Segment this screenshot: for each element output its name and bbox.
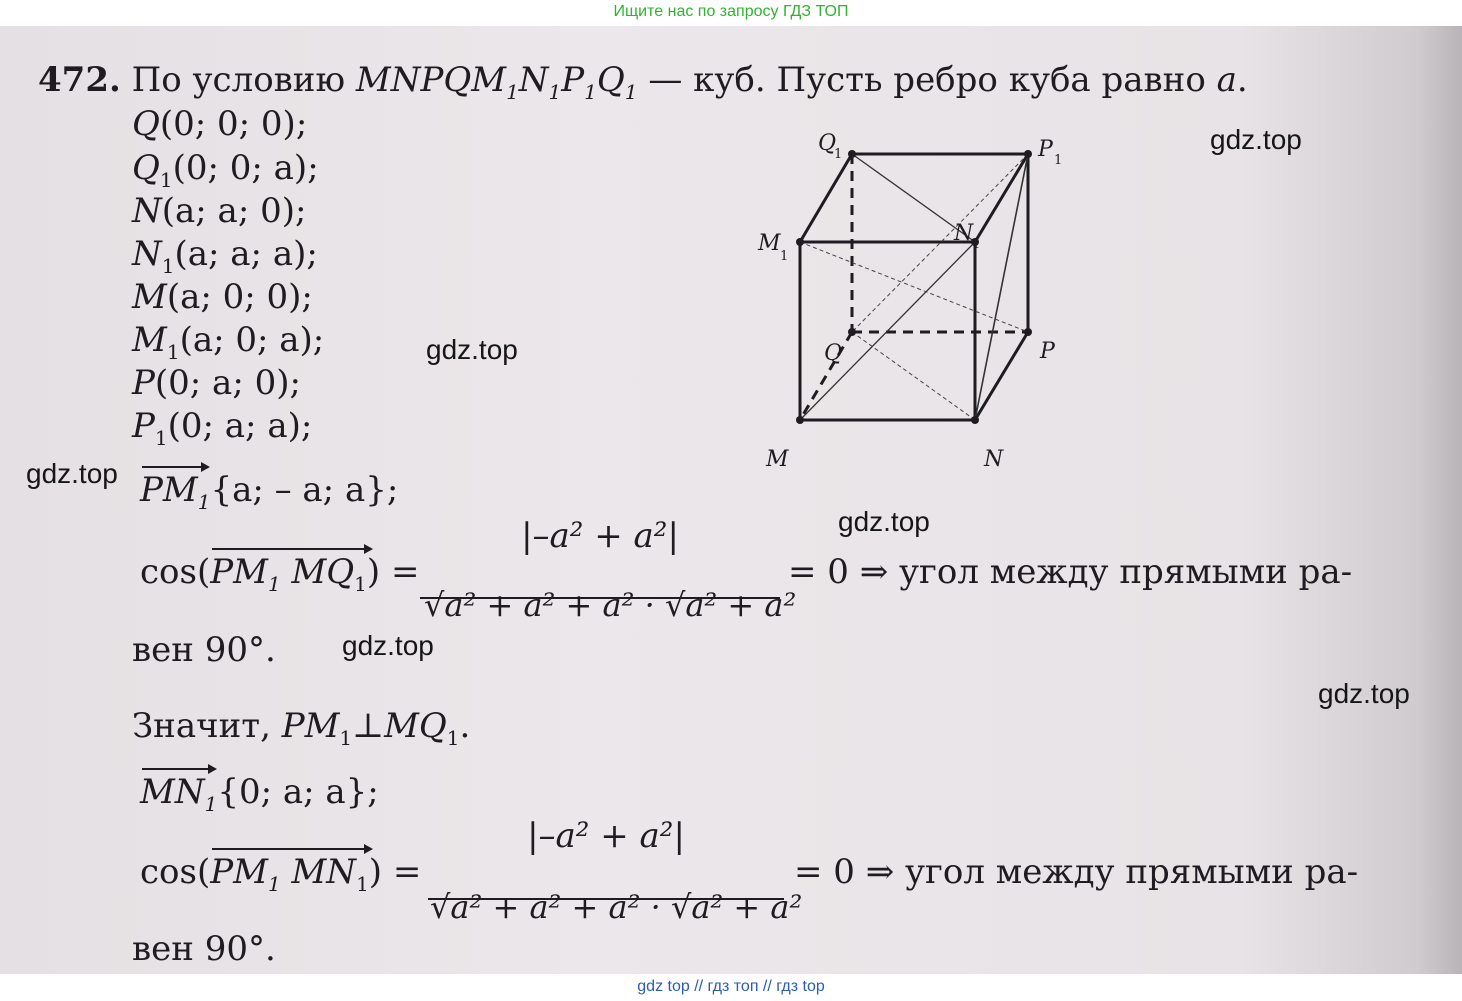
vector-pm1: $PM_1\{a$; – a; a};: [140, 470, 398, 522]
coord-m1: $M_1(a$; 0; a);: [132, 320, 325, 364]
label-q1: Q: [818, 131, 837, 156]
watermark-3: gdz.top: [26, 458, 118, 489]
watermark-6: gdz.top: [1318, 678, 1410, 709]
vector-mn1: $MN_1\{0$; a; a};: [140, 772, 379, 824]
label-m1: M: [758, 231, 781, 256]
label-n1: N: [954, 221, 974, 246]
therefore-statement: Значит, $PM_1\perp MQ_1$.: [132, 706, 471, 750]
cube-name: $MNPQM_1N_1P_1Q_1$: [355, 60, 638, 104]
top-banner[interactable]: Ищите нас по запросу ГДЗ ТОП: [613, 3, 849, 20]
watermark-1: gdz.top: [1210, 124, 1302, 155]
coord-n1: $N_1(a$; a; a);: [132, 234, 318, 278]
coord-m: M(a; 0; 0);: [132, 277, 313, 317]
problem-number: 472.: [38, 60, 121, 100]
label-q: Q: [824, 341, 843, 366]
watermark-5: gdz.top: [342, 630, 434, 661]
svg-text:1: 1: [1054, 153, 1063, 168]
label-p1: P: [1038, 137, 1053, 162]
cos-1-numerator: |–a² + a²|: [521, 516, 679, 556]
intro-text: По условию: [131, 60, 346, 100]
edge-variable: a: [1216, 60, 1237, 100]
label-m: M: [766, 447, 789, 472]
svg-text:1: 1: [972, 237, 981, 252]
cos-1-conclusion-tail: вен 90°.: [132, 630, 276, 670]
watermark-4: gdz.top: [838, 506, 930, 537]
label-n: N: [984, 447, 1004, 472]
cos-2-denominator: √a² + a² + a² · √a² + a²: [430, 888, 803, 926]
coord-n: N(a; a; 0);: [132, 191, 307, 231]
intro-tail: — куб. Пусть ребро куба равно: [648, 60, 1206, 100]
coord-q: Q(0; 0; 0);: [132, 104, 308, 144]
svg-text:1: 1: [780, 249, 789, 264]
cos-2-numerator: |–a² + a²|: [527, 816, 685, 856]
label-p: P: [1040, 339, 1055, 364]
cube-figure: [740, 126, 1070, 472]
scanned-page: [0, 26, 1462, 974]
coord-p: P(0; a; 0);: [132, 363, 301, 403]
cos-1-result: = 0 ⇒ угол между прямыми ра-: [788, 552, 1353, 592]
bottom-banner[interactable]: gdz top // гдз топ // гдз top: [637, 978, 825, 995]
cos-2-result: = 0 ⇒ угол между прямыми ра-: [794, 852, 1359, 892]
svg-text:1: 1: [834, 147, 843, 162]
cos-formula-2-left: cos( $PM_1$ $MN_1$) =: [140, 852, 421, 904]
problem-statement: 472. По условию $MNPQM_1N_1P_1Q_1$ — куб. Пусть ребро куба равно a.: [38, 60, 1248, 104]
coord-q1: $Q_1(0$; 0; a);: [132, 148, 319, 192]
cos-formula-1-left: cos( $PM_1$ $MQ_1$) =: [140, 552, 419, 604]
coord-p1: $P_1(0$; a; a);: [132, 406, 313, 450]
cos-1-denominator: √a² + a² + a² · √a² + a²: [424, 586, 797, 624]
watermark-2: gdz.top: [426, 334, 518, 365]
cos-2-conclusion-tail: вен 90°.: [132, 929, 276, 969]
